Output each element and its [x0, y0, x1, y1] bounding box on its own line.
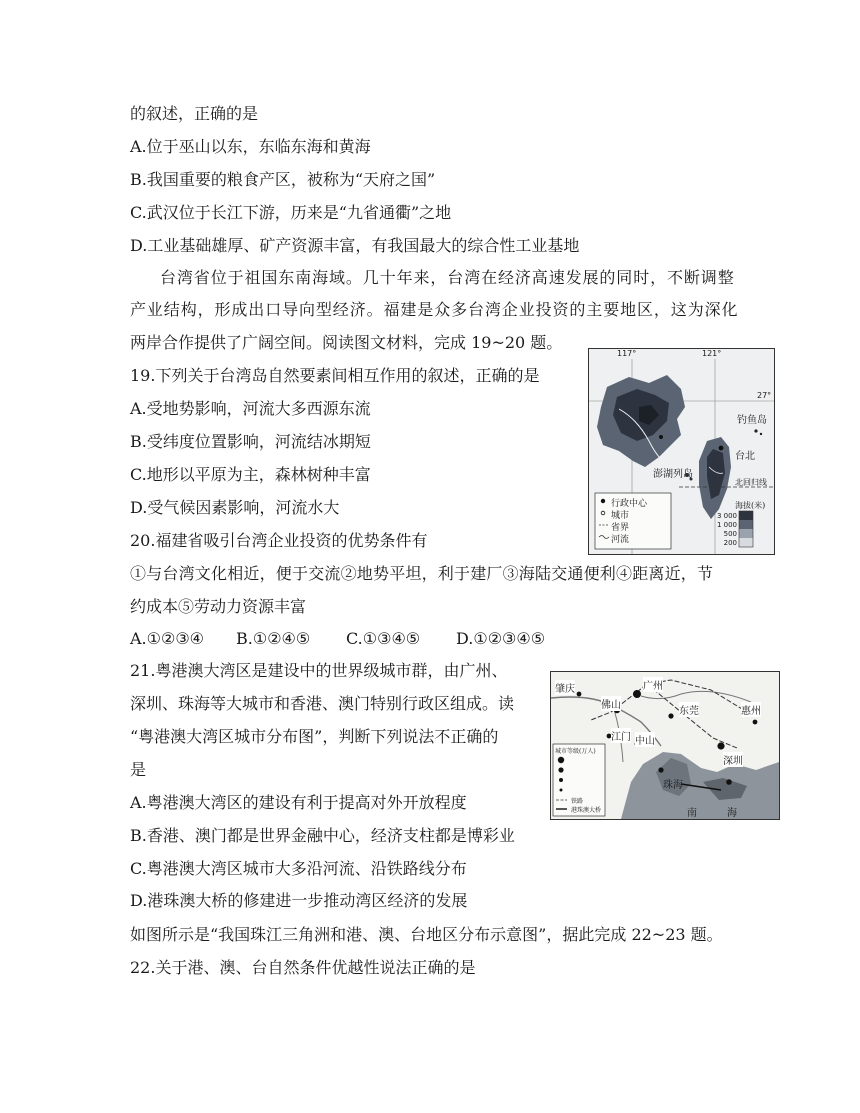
lon-label-117: 117° [617, 349, 637, 358]
q20-option-c: C.①③④⑤ [346, 629, 421, 648]
label-diaoyu: 钓鱼岛 [737, 415, 767, 426]
label-zhongshan: 中山 [635, 732, 655, 747]
legend-city: 城市 [611, 511, 630, 521]
label-zhuhai: 珠海 [663, 780, 683, 791]
label-zhaoqing: 肇庆 [555, 680, 575, 695]
q20-conditions-line-2: 约成本⑤劳动力资源丰富 [130, 597, 307, 616]
label-tropic: 北回归线 [735, 478, 767, 487]
q21-option-d: D.港珠澳大桥的修建进一步推动湾区经济的发展 [130, 891, 468, 910]
label-guangzhou: 广州 [643, 677, 663, 692]
legend-admin-center: 行政中心 [611, 499, 648, 509]
legend-province-border: 省界 [611, 523, 630, 533]
passage-line-3: 两岸合作提供了广阔空间。阅读图文材料，完成 19~20 题。 [130, 333, 563, 352]
elevation-title: 海拔(米) [735, 501, 766, 510]
label-foshan: 佛山 [601, 696, 621, 711]
gba-legend-title: 城市等级(万人) [555, 748, 596, 755]
q18-option-a: A.位于巫山以东，东临东海和黄海 [130, 137, 371, 156]
q20-option-d: D.①②③④⑤ [456, 629, 546, 648]
q19-option-d: D.受气候因素影响，河流水大 [130, 498, 340, 517]
passage-line-1: 台湾省位于祖国东南海域。几十年来，台湾在经济高速发展的同时，不断调整 [160, 268, 735, 287]
gba-legend-railway: 铁路 [571, 798, 584, 805]
gba-city-map [550, 671, 780, 820]
label-taipei: 台北 [735, 451, 755, 462]
q22-stem: 22.关于港、澳、台自然条件优越性说法正确的是 [130, 958, 476, 977]
elevation-values: 3 000 1 000 500 200 [716, 512, 737, 547]
q19-stem: 19.下列关于台湾岛自然要素间相互作用的叙述，正确的是 [130, 366, 540, 385]
passage-line-2: 产业结构，形成出口导向型经济。福建是众多台湾企业投资的主要地区，这为深化 [130, 300, 739, 319]
label-huizhou: 惠州 [741, 702, 761, 717]
lon-label-121: 121° [702, 349, 722, 358]
label-jiangmen: 江门 [611, 728, 631, 743]
label-dongguan: 东莞 [679, 702, 699, 717]
legend-river: 河流 [611, 535, 630, 545]
q21-stem-line-1: 21.粤港澳大湾区是建设中的世界级城市群，由广州、 [130, 661, 508, 680]
label-shenzhen: 深圳 [723, 752, 743, 767]
lat-label-27: 27° [757, 391, 772, 400]
q19-option-c: C.地形以平原为主，森林树种丰富 [130, 465, 371, 484]
q20-option-a: A.①②③④ [130, 629, 205, 648]
q19-option-a: A.受地势影响，河流大多西源东流 [130, 399, 371, 418]
label-nan: 南 [687, 808, 697, 819]
q18-option-c: C.武汉位于长江下游，历来是“九省通衢”之地 [130, 203, 452, 222]
q20-stem: 20.福建省吸引台湾企业投资的优势条件有 [130, 531, 428, 550]
q21-stem-line-2: 深圳、珠海等大城市和香港、澳门特别行政区组成。读 [130, 694, 515, 713]
q21-stem-line-4: 是 [130, 760, 147, 779]
q18-option-d: D.工业基础雄厚、矿产资源丰富，有我国最大的综合性工业基地 [130, 236, 580, 255]
q20-conditions-line-1: ①与台湾文化相近，便于交流②地势平坦，利于建厂③海陆交通便利④距离近，节 [130, 564, 714, 583]
label-hai: 海 [727, 808, 737, 819]
q21-option-b: B.香港、澳门都是世界金融中心，经济支柱都是博彩业 [130, 826, 515, 845]
q19-option-b: B.受纬度位置影响，河流结冰期短 [130, 432, 371, 451]
q21-option-c: C.粤港澳大湾区城市大多沿河流、沿铁路线分布 [130, 859, 467, 878]
gba-legend-bridge: 港珠澳大桥 [571, 807, 602, 814]
q20-option-b: B.①②④⑤ [236, 629, 311, 648]
q21-option-a: A.粤港澳大湾区的建设有利于提高对外开放程度 [130, 793, 467, 812]
q21-stem-line-3: “粤港澳大湾区城市分布图”，判断下列说法不正确的 [130, 727, 499, 746]
q18-option-b: B.我国重要的粮食产区，被称为“天府之国” [130, 170, 436, 189]
label-penghu: 澎湖列岛 [653, 469, 693, 480]
intro-22-23: 如图所示是“我国珠江三角洲和港、澳、台地区分布示意图”，据此完成 22~23 题。 [130, 925, 723, 944]
taiwan-fujian-map [588, 348, 775, 555]
q18-stem-tail: 的叙述，正确的是 [130, 104, 259, 123]
